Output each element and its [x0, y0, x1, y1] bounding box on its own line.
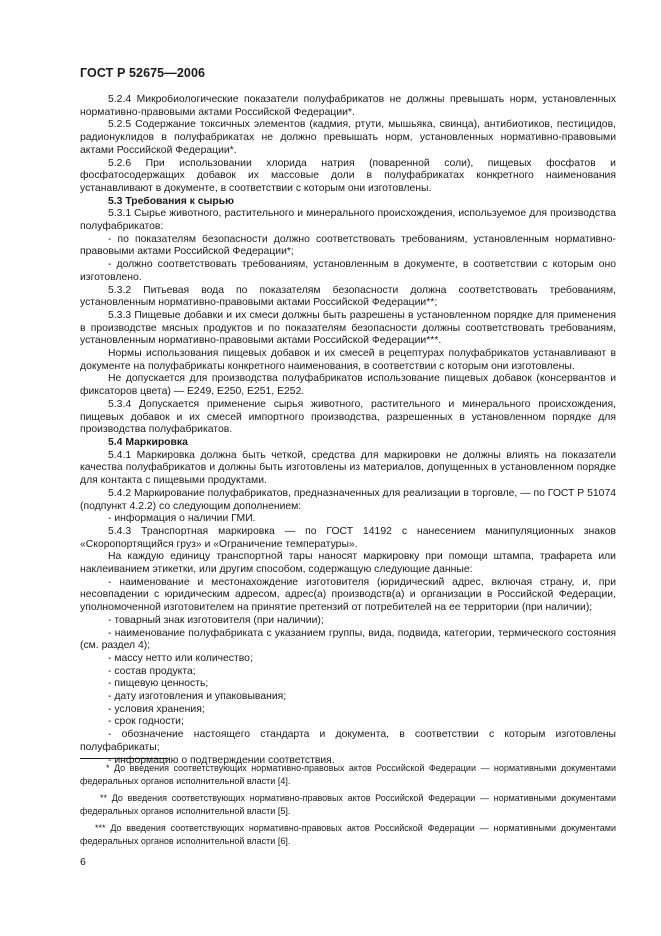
paragraph-5-3-3: 5.3.3 Пищевые добавки и их смеси должны быть разрешены в установленном порядке для применения в производстве мясных продуктов и по показателям безопасности должны соответствовать требованиям, установленным нормативно-правовыми актами Российской Федерации***. — [80, 309, 616, 347]
footnote-3: *** До введения соответствующих нормативно-правовых актов Российской Федерации — нормативными документами федеральных органов исполнительной власти [6]. — [80, 822, 616, 846]
list-item: - наименование полуфабриката с указанием группы, вида, подвида, категории, термического состояния (см. раздел 4); — [80, 627, 616, 652]
list-item: - товарный знак изготовителя (при наличии); — [108, 614, 324, 626]
list-item: - дату изготовления и упаковывания; — [108, 691, 287, 703]
paragraph-5-2-5: 5.2.5 Содержание токсичных элементов (кадмия, ртути, мышьяка, свинца), антибиотиков, пестицидов, радионуклидов в полуфабрикатах не должно превышать норм, установленных нормативно-правовыми актами Российской Федерации*. — [80, 119, 616, 156]
list-item: - информацию о подтверждении соответствия. — [108, 754, 335, 766]
paragraph-5-2-6: 5.2.6 При использовании хлорида натрия (поваренной соли), пищевых фосфатов и фосфатосодержащих добавок их массовые доли в полуфабрикатах конкретного наименования устанавливают в документе, в соответствии с которым они изготовлены. — [80, 157, 616, 194]
body-text — [80, 94, 616, 767]
paragraph-prohibited-additives: Не допускается для производства полуфабрикатов использование пищевых добавок (консервантов и фиксаторов цвета) — Е249, Е250, Е251, Е252. — [80, 373, 616, 398]
paragraph-5-3-2: 5.3.2 Питьевая вода по показателям безопасности должна соответствовать требованиям, установленным нормативно-правовыми актами Российской Федерации**; — [80, 284, 616, 309]
paragraph-5-2-4: 5.2.4 Микробиологические показатели полуфабрикатов не должны превышать норм, установленных нормативно-правовыми актами Российской Федерации*. — [80, 94, 616, 118]
list-item: - обозначение настоящего стандарта и документа, в соответствии с которым изготовлены полуфабрикаты; — [80, 729, 616, 753]
paragraph-transport-labeling: На каждую единицу транспортной тары наносят маркировку при помощи штампа, трафарета или наклеиванием этикетки, или другим способом, содержащую следующие данные: — [80, 551, 616, 576]
paragraph-5-3-4: 5.3.4 Допускается применение сырья животного, растительного и минерального происхождения, пищевых добавок и их смесей импортного производства, разрешенных в установленном порядке для производства полуфабрикатов. — [80, 398, 616, 436]
footnote-divider — [80, 758, 168, 759]
list-item: - по показателям безопасности должно соответствовать требованиям, установленным нормативно-правовыми актами Российской Федерации*; — [80, 233, 616, 258]
section-heading-5-3: 5.3 Требования к сырью — [108, 195, 235, 207]
list-item: - пищевую ценность; — [108, 678, 209, 690]
list-item: - должно соответствовать требованиям, установленным в документе, в соответствии с которым оно изготовлено. — [80, 259, 616, 283]
footnote-2: ** До введения соответствующих нормативно-правовых актов Российской Федерации — нормативными документами федеральных органов исполнительной власти [5]. — [80, 792, 616, 816]
page-header: ГОСТ Р 52675—2006 — [80, 66, 206, 80]
section-heading-5-4: 5.4 Маркировка — [108, 436, 188, 448]
list-item: - состав продукта; — [108, 665, 196, 677]
list-item: - наименование и местонахождение изготовителя (юридический адрес, включая страну, и, при несовпадении с юридическим адресом, адрес(а) производств(а) и организации в Российской Федерации, уполномоченной изготовителем на принятие претензий от потребителей на ее территории (при наличии); — [80, 576, 616, 614]
list-item: - информация о наличии ГМИ. — [108, 513, 256, 525]
paragraph-5-3-1: 5.3.1 Сырье животного, растительного и минерального происхождения, используемое для производства полуфабрикатов: — [80, 208, 616, 233]
paragraph-additive-norms: Нормы использования пищевых добавок и их смесей в рецептурах полуфабрикатов устанавливают в документе на полуфабрикаты конкретного наименования, в соответствии с которым они изготовлены. — [80, 348, 616, 372]
list-item: - срок годности; — [108, 716, 184, 728]
footnote-1: * До введения соответствующих нормативно-правовых актов Российской Федерации — нормативными документами федеральных органов исполнительной власти [4]. — [80, 763, 616, 786]
page-number: 6 — [80, 856, 86, 868]
list-item: - условия хранения; — [108, 703, 205, 715]
list-item: - массу нетто или количество; — [108, 652, 253, 664]
paragraph-5-4-3: 5.4.3 Транспортная маркировка — по ГОСТ 14192 с нанесением манипуляционных знаков «Скоропортящийся груз» и «Ограничение температуры». — [80, 525, 616, 550]
footnotes — [80, 762, 616, 851]
paragraph-5-4-2: 5.4.2 Маркирование полуфабрикатов, предназначенных для реализации в торговле, — по ГОСТ Р 51074 (подпункт 4.2.2) со следующим дополнением: — [80, 487, 617, 512]
paragraph-5-4-1: 5.4.1 Маркировка должна быть четкой, средства для маркировки не должны влиять на показатели качества полуфабрикатов и должны быть изготовлены из материалов, допущенных в установленном порядке для контакта с пищевыми продуктами. — [80, 449, 616, 487]
